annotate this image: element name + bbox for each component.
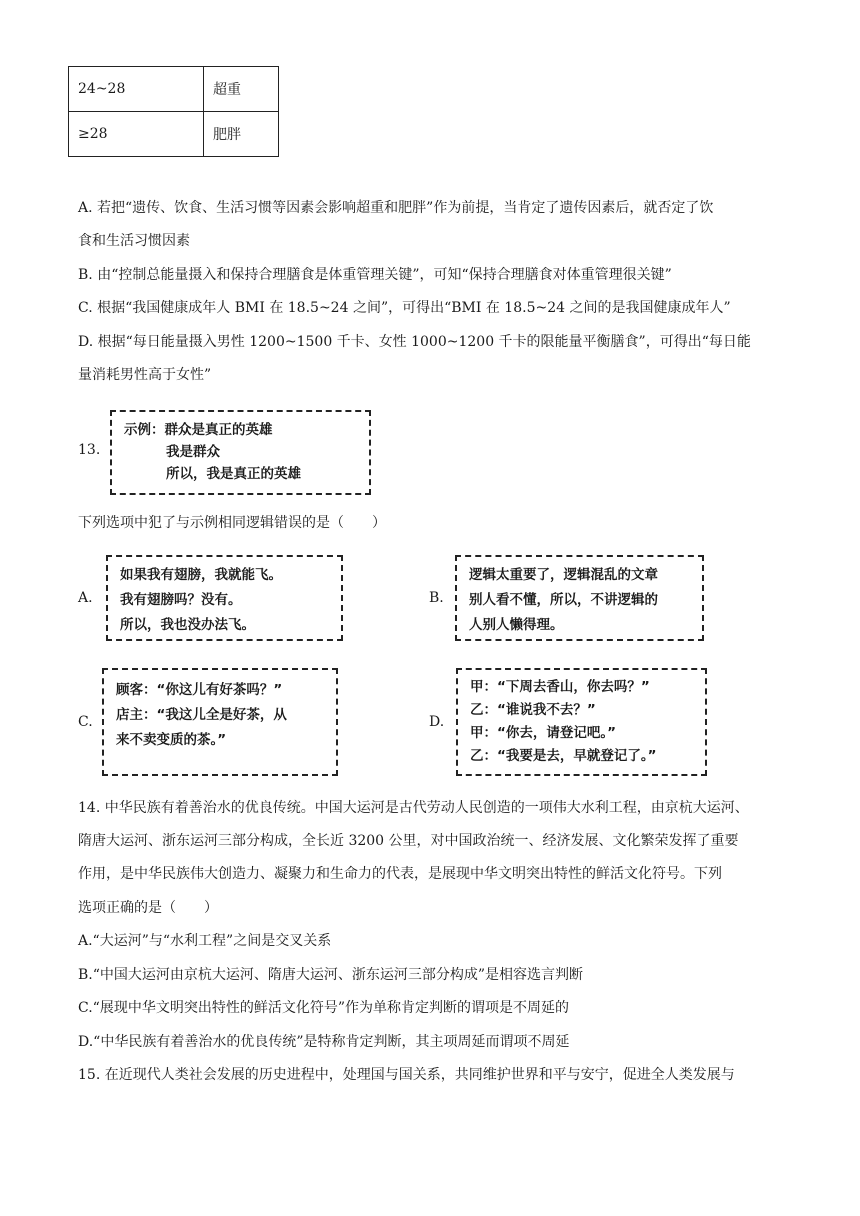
q14-stem-line: 作用，是中华民族伟大创造力、凝聚力和生命力的代表，是展现中华文明突出特性的鲜活文化符号。下列 (78, 866, 722, 882)
q12-option-d-line1: D. 根据“每日能量摄入男性 1200~1500 千卡、女性 1000~1200 千卡的限能量平衡膳食”，可得出“每日能 (78, 334, 751, 350)
option-line: 乙：“我要是去，早就登记了。” (470, 748, 657, 764)
option-line: 顾客：“你这儿有好茶吗？” (116, 682, 283, 698)
q13-option-d-box[interactable] (456, 668, 707, 776)
q13-option-b-letter[interactable]: B. (429, 590, 444, 606)
q12-option-b: B. 由“控制总能量摄入和保持合理膳食是体重管理关键”，可知“保持合理膳食对体重管理很关键” (78, 267, 672, 283)
q12-option-c: C. 根据“我国健康成年人 BMI 在 18.5~24 之间”，可得出“BMI 在 18.5~24 之间的是我国健康成年人” (78, 300, 731, 316)
q14-stem-line: 14. 中华民族有着善治水的优良传统。中国大运河是古代劳动人民创造的一项伟大水利工程，由京杭大运河、 (78, 800, 749, 816)
q13-option-d-letter[interactable]: D. (429, 714, 445, 730)
option-line: 如果我有翅膀，我就能飞。 (120, 567, 282, 583)
option-line: 别人看不懂，所以，不讲逻辑的 (469, 592, 658, 608)
example-line: 示例：群众是真正的英雄 (124, 422, 273, 438)
option-line: 店主：“我这儿全是好茶，从 (116, 707, 287, 723)
option-line: 我有翅膀吗？没有。 (120, 592, 242, 608)
option-line: 来不卖变质的茶。” (116, 732, 227, 748)
example-line: 我是群众 (166, 444, 220, 460)
q13-option-a-box[interactable] (106, 555, 343, 641)
table-row (69, 67, 279, 112)
q13-number: 13. (78, 442, 101, 458)
q13-example-box (110, 410, 371, 495)
table-cell-range: ≥28 (69, 112, 204, 157)
q14-option-c[interactable]: C.“展现中华文明突出特性的鲜活文化符号”作为单称肯定判断的谓项是不周延的 (78, 1000, 569, 1016)
q15-stem: 15. 在近现代人类社会发展的历史进程中，处理国与国关系，共同维护世界和平与安宁，促进全人类发展与 (78, 1067, 735, 1083)
option-line: 甲：“你去，请登记吧。” (470, 725, 616, 741)
q14-stem-line: 隋唐大运河、浙东运河三部分构成，全长近 3200 公里，对中国政治统一、经济发展、文化繁荣发挥了重要 (78, 833, 739, 849)
q12-option-a-line1: A. 若把“遗传、饮食、生活习惯等因素会影响超重和肥胖”作为前提，当肯定了遗传因素后，就否定了饮 (78, 200, 714, 216)
option-line: 所以，我也没办法飞。 (120, 617, 255, 633)
q13-option-a-letter[interactable]: A. (78, 590, 93, 606)
q12-option-d-line2: 量消耗男性高于女性” (78, 367, 212, 383)
bmi-table (68, 66, 279, 157)
q14-option-b[interactable]: B.“中国大运河由京杭大运河、隋唐大运河、浙东运河三部分构成”是相容选言判断 (78, 967, 584, 983)
q13-stem: 下列选项中犯了与示例相同逻辑错误的是（ ） (78, 515, 386, 531)
q13-option-c-letter[interactable]: C. (78, 714, 93, 730)
example-line: 所以，我是真正的英雄 (166, 466, 301, 482)
table-cell-category: 超重 (204, 67, 279, 112)
q13-option-c-box[interactable] (102, 668, 338, 776)
option-line: 人别人懒得理。 (469, 617, 564, 633)
table-cell-range: 24~28 (69, 67, 204, 112)
q13-option-b-box[interactable] (455, 555, 704, 641)
q14-option-d[interactable]: D.“中华民族有着善治水的优良传统”是特称肯定判断，其主项周延而谓项不周延 (78, 1034, 570, 1050)
q12-option-a-line2: 食和生活习惯因素 (78, 233, 190, 249)
option-line: 乙：“谁说我不去？” (470, 702, 596, 718)
option-line: 甲：“下周去香山，你去吗？” (470, 679, 650, 695)
q14-stem-line: 选项正确的是（ ） (78, 900, 218, 916)
table-row (69, 112, 279, 157)
q14-option-a[interactable]: A.“大运河”与“水利工程”之间是交叉关系 (78, 933, 332, 949)
option-line: 逻辑太重要了，逻辑混乱的文章 (469, 567, 658, 583)
table-cell-category: 肥胖 (204, 112, 279, 157)
